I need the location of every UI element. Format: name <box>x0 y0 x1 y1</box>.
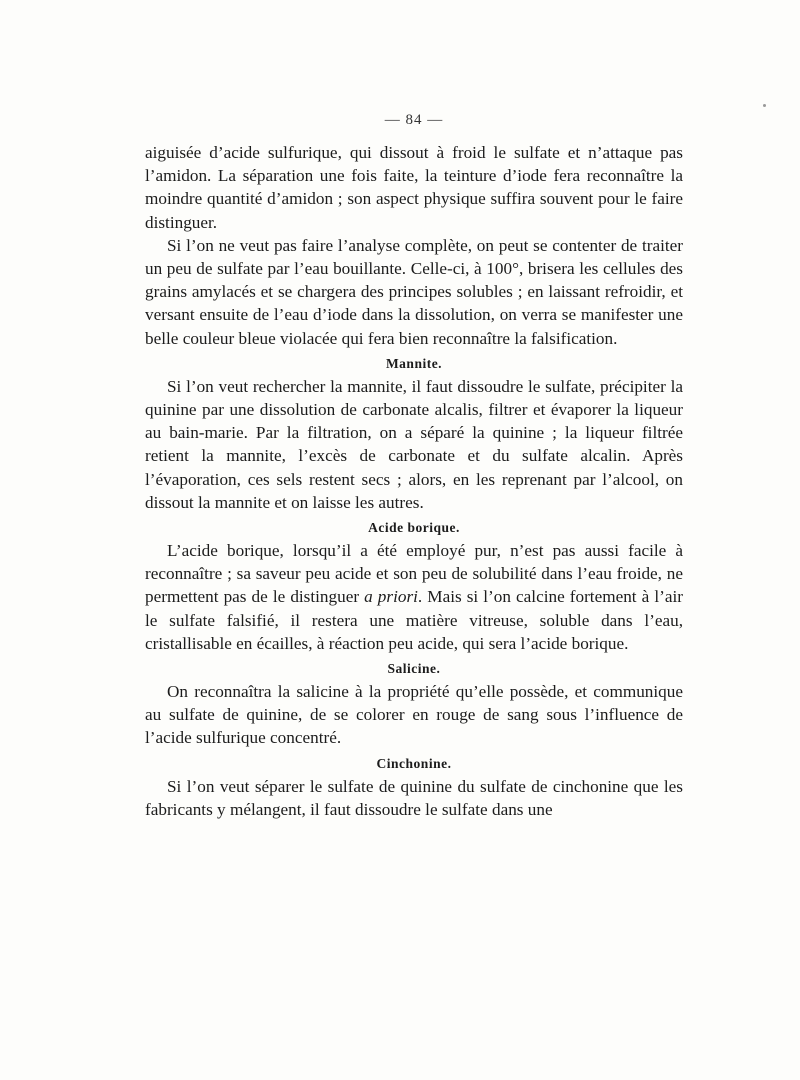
heading-mannite: Mannite. <box>385 355 443 371</box>
italic-a-priori: a priori <box>364 587 418 607</box>
paragraph-acide-borique <box>145 539 683 655</box>
margin-speck <box>763 104 766 107</box>
heading-cinchonine: Cinchonine. <box>376 755 452 771</box>
paragraph-mannite: Si l’on veut rechercher la mannite, il faut dissoudre le sulfate, précipiter la quinine par une dissolution de carbonate alcalis, filtrer et évaporer la liqueur au bain-marie. Par la filtration, on a séparé la quinine ; la liqueur filtrée retient la mannite, l’excès de carbonate et du sulfate alcalin. Après l’évaporation, ces sels restent secs ; alors, en les reprenant par l’alcool, on dissout la mannite et on laisse les autres. <box>145 376 683 512</box>
paragraph-cinchonine: Si l’on veut séparer le sulfate de quinine du sulfate de cinchonine que les fabricants y mélangent, il faut dissoudre le sulfate dans une <box>145 776 683 819</box>
paragraph-acide-borique-part1: L’acide borique, lorsqu’il a été employé pur, n’est pas aussi facile à reconnaître ; sa saveur peu acide et son peu de solubilité dans l’eau froide, ne permettent pas de le distinguer <box>145 541 683 607</box>
heading-acide-borique: Acide borique. <box>368 520 460 536</box>
paragraph-acide-borique-part2: . Mais si l’on calcine fortement à l’air le sulfate falsifié, il restera une matière vitreuse, soluble dans l’eau, cristallisable en écailles, à réaction peu acide, qui sera l’acide borique. <box>145 587 683 653</box>
page-number: — 84 — <box>384 112 444 128</box>
heading-salicine: Salicine. <box>387 661 441 677</box>
paragraph-salicine: On reconnaîtra la salicine à la propriété qu’elle possède, et communique au sulfate de quinine, de se colorer en rouge de sang sous l’influence de l’acide sulfurique concentré. <box>145 682 683 748</box>
book-page <box>145 112 683 821</box>
paragraph-amidon: aiguisée d’acide sulfurique, qui dissout à froid le sulfate et n’attaque pas l’amidon. La séparation une fois faite, la teinture d’iode fera reconnaître la moindre quantité d’amidon ; son aspect physique suffira souvent pour le faire distinguer. <box>145 143 683 232</box>
paragraph-analyse: Si l’on ne veut pas faire l’analyse complète, on peut se contenter de traiter un peu de sulfate par l’eau bouillante. Celle-ci, à 100°, brisera les cellules des grains amylacés et se chargera des principes solubles ; en laissant refroidir, et versant ensuite de l’eau d’iode dans la dissolution, on verra se manifester une belle couleur bleue violacée qui fera bien reconnaître la falsification. <box>145 235 683 348</box>
